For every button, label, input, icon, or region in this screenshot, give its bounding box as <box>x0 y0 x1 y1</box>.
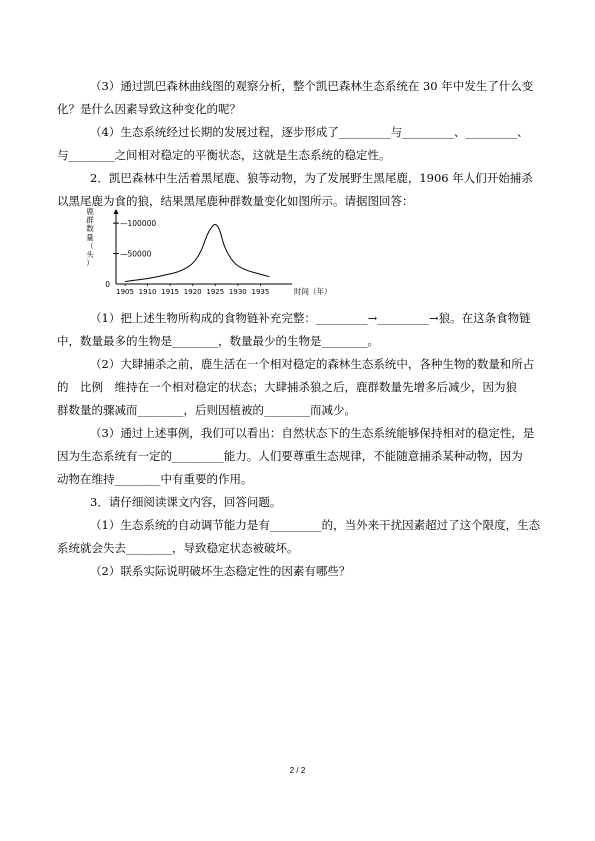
text-line: （1）把上述生物所构成的食物链补充完整：_________→_________→狼。在这条食物链 <box>90 311 531 325</box>
text-line: 系统就会失去________，导致稳定状态被破坏。 <box>57 541 299 555</box>
x-tick-label: 1935 <box>251 288 270 296</box>
text-line: 动物在维持________中有重要的作用。 <box>57 472 253 486</box>
y-tick-label: 0 <box>105 280 110 289</box>
text-line: （3）通过上述事例，我们可以看出：自然状态下的生态系统能够保持相对的稳定性，是 <box>90 426 535 440</box>
y-axis-label: 鹿群数量（头） <box>86 207 94 268</box>
text-line: 中，数量最多的生物是________，数量最少的生物是________。 <box>57 334 379 348</box>
text-line: 因为生态系统有一定的_________能力。人们要尊重生态规律，不能随意捕杀某种动物，因为 <box>57 449 523 463</box>
text-line: （3）通过凯巴森林曲线图的观察分析，整个凯巴森林生态系统在 30 年中发生了什么变 <box>90 79 534 93</box>
deer-population-chart <box>80 206 332 298</box>
x-axis-label: 时间（年） <box>294 287 332 296</box>
text-line: （2）联系实际说明破坏生态稳定性的因素有哪些？ <box>90 564 351 578</box>
text-line: 与________之间相对稳定的平衡状态，这就是生态系统的稳定性。 <box>57 148 391 162</box>
text-line: 群数量的骤减而________，后则因植被的________而减少。 <box>57 403 356 417</box>
x-tick-label: 1930 <box>228 288 247 296</box>
y-tick-label: —100000 <box>120 219 157 229</box>
text-line: 以黑尾鹿为食的狼，结果黑尾鹿种群数量变化如图所示。请据图回答： <box>57 194 414 208</box>
text-line: （4）生态系统经过长期的发展过程，逐步形成了_________与_________、_________、 <box>90 125 529 139</box>
text-line: 2．凯巴森林中生活着黑尾鹿、狼等动物，为了发展野生黑尾鹿，1906 年人们开始捕杀 <box>90 171 533 185</box>
x-tick-label: 1920 <box>183 288 202 296</box>
text-line: 3．请仔细阅读课文内容，回答问题。 <box>90 495 282 509</box>
x-tick-label: 1915 <box>161 288 180 296</box>
y-axis-arrow <box>114 209 119 214</box>
x-tick-label: 1910 <box>138 288 157 296</box>
text-line: （1）生态系统的自动调节能力是有_________的，当外来干扰因素超过了这个限度，生态 <box>90 518 541 532</box>
y-tick-label: —50000 <box>120 249 152 259</box>
page-number: 2 / 2 <box>289 766 306 775</box>
text-line: 的 比例 维持在一个相对稳定的状态；大肆捕杀狼之后，鹿群数量先增多后减少，因为狼 <box>57 380 517 394</box>
x-tick-label: 1905 <box>116 288 134 296</box>
text-line: （2）大肆捕杀之前，鹿生活在一个相对稳定的森林生态系统中，各种生物的数量和所占 <box>90 357 535 371</box>
text-line: 化？是什么因素导致这种变化的呢？ <box>57 102 241 116</box>
x-tick-label: 1925 <box>206 288 225 296</box>
